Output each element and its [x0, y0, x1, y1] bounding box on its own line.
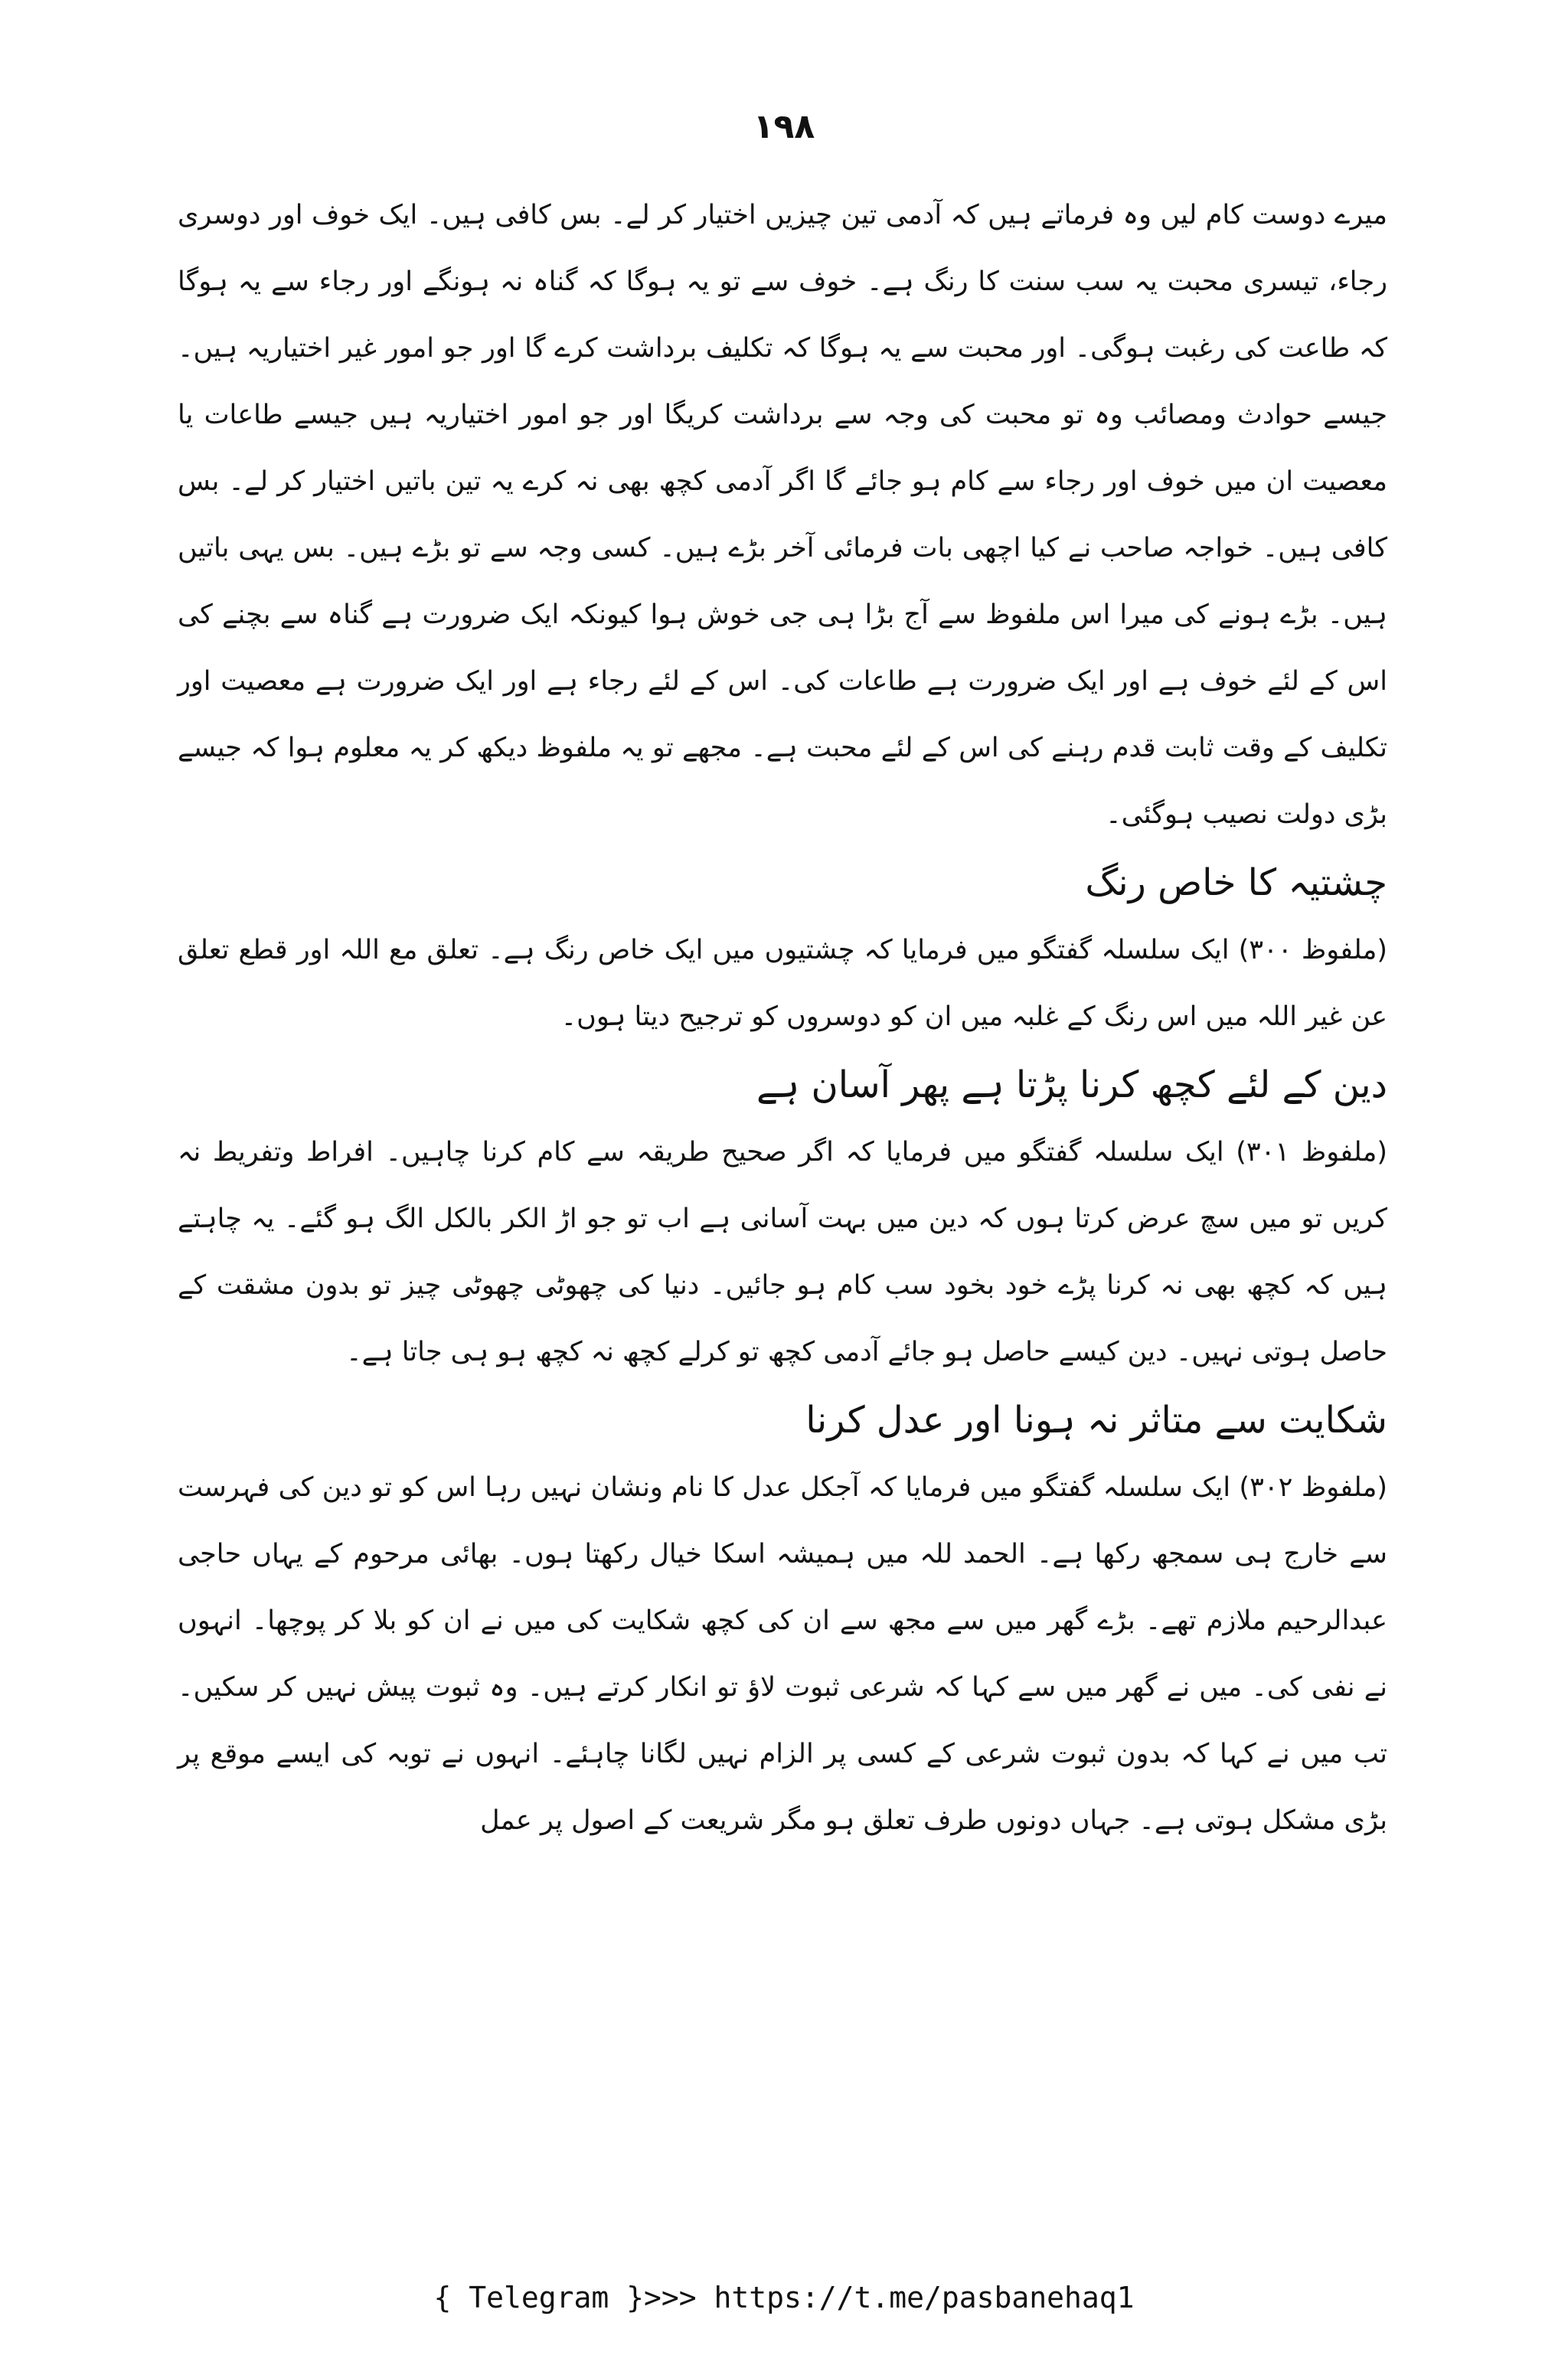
- paragraph-intro: میرے دوست کام لیں وہ فرماتے ہیں کہ آدمی تین چیزیں اختیار کر لے۔ بس کافی ہیں۔ ایک خوف اور دوسری رجاء، تیسری محبت یہ سب سنت کا رنگ ہے۔ خوف سے تو یہ ہوگا کہ گناہ نہ ہونگے اور رجاء سے یہ ہوگا کہ طاعت کی رغبت ہوگی۔ اور محبت سے یہ ہوگا کہ تکلیف برداشت کرے گا اور جو امور غیر اختیاریہ ہیں۔ جیسے حوادث ومصائب وہ تو محبت کی وجہ سے برداشت کریگا اور جو امور اختیاریہ ہیں جیسے طاعات یا معصیت ان میں خوف اور رجاء سے کام ہو جائے گا اگر آدمی کچھ بھی نہ کرے یہ تین باتیں اختیار کر لے۔ بس کافی ہیں۔ خواجہ صاحب نے کیا اچھی بات فرمائی آخر بڑے ہیں۔ کسی وجہ سے تو بڑے ہیں۔ بس یہی باتیں ہیں۔ بڑے ہونے کی میرا اس ملفوظ سے آج بڑا ہی جی خوش ہوا کیونکہ ایک ضرورت ہے گناہ سے بچنے کی اس کے لئے خوف ہے اور ایک ضرورت ہے طاعات کی۔ اس کے لئے رجاء ہے اور ایک ضرورت ہے معصیت اور تکلیف کے وقت ثابت قدم رہنے کی اس کے لئے محبت ہے۔ مجھے تو یہ ملفوظ دیکھ کر یہ معلوم ہوا کہ جیسے بڑی دولت نصیب ہوگئی۔: [178, 200, 1387, 830]
- section-heading-deen: دین کے لئے کچھ کرنا پڑتا ہے پھر آسان ہے: [756, 1063, 1387, 1106]
- page-number: ۱۹۸: [753, 107, 815, 146]
- paragraph-malfuz-301: (ملفوظ ۳۰۱) ایک سلسلہ گفتگو میں فرمایا کہ اگر صحیح طریقہ سے کام کرنا چاہیں۔ افراط وتفریط نہ کریں تو میں سچ عرض کرتا ہوں کہ دین میں بہت آسانی ہے اب تو جو اڑ الکر بالکل الگ ہو گئے۔ یہ چاہتے ہیں کہ کچھ بھی نہ کرنا پڑے خود بخود سب کام ہو جائیں۔ دنیا کی چھوٹی چھوٹی چیز تو بدون مشقت کے حاصل ہوتی نہیں۔ دین کیسے حاصل ہو جائے آدمی کچھ تو کرلے کچھ نہ کچھ ہو ہی جاتا ہے۔: [178, 1137, 1387, 1367]
- paragraph-malfuz-302: (ملفوظ ۳۰۲) ایک سلسلہ گفتگو میں فرمایا کہ آجکل عدل کا نام ونشان نہیں رہا اس کو تو دین کی فہرست سے خارج ہی سمجھ رکھا ہے۔ الحمد للہ میں ہمیشہ اسکا خیال رکھتا ہوں۔ بھائی مرحوم کے یہاں حاجی عبدالرحیم ملازم تھے۔ بڑے گھر میں سے مجھ سے ان کی کچھ شکایت کی میں نے ان کو بلا کر پوچھا۔ انہوں نے نفی کی۔ میں نے گھر میں سے کہا کہ شرعی ثبوت لاؤ تو انکار کرتے ہیں۔ وہ ثبوت پیش نہیں کر سکیں۔ تب میں نے کہا کہ بدون ثبوت شرعی کے کسی پر الزام نہیں لگانا چاہئے۔ انہوں نے توبہ کی ایسے موقع پر بڑی مشکل ہوتی ہے۔ جہاں دونوں طرف تعلق ہو مگر شریعت کے اصول پر عمل: [178, 1472, 1387, 1836]
- body-text: [178, 182, 1387, 1854]
- paragraph-malfuz-300: (ملفوظ ۳۰۰) ایک سلسلہ گفتگو میں فرمایا کہ چشتیوں میں ایک خاص رنگ ہے۔ تعلق مع اللہ اور قطع تعلق عن غیر اللہ میں اس رنگ کے غلبہ میں ان کو دوسروں کو ترجیح دیتا ہوں۔: [178, 935, 1387, 1032]
- section-heading-shikayat: شکایت سے متاثر نہ ہونا اور عدل کرنا: [805, 1399, 1387, 1442]
- telegram-footer-link[interactable]: { Telegram }>>> https://t.me/pasbanehaq1: [433, 2281, 1135, 2314]
- section-heading-chishtiya: چشتیہ کا خاص رنگ: [1085, 861, 1387, 904]
